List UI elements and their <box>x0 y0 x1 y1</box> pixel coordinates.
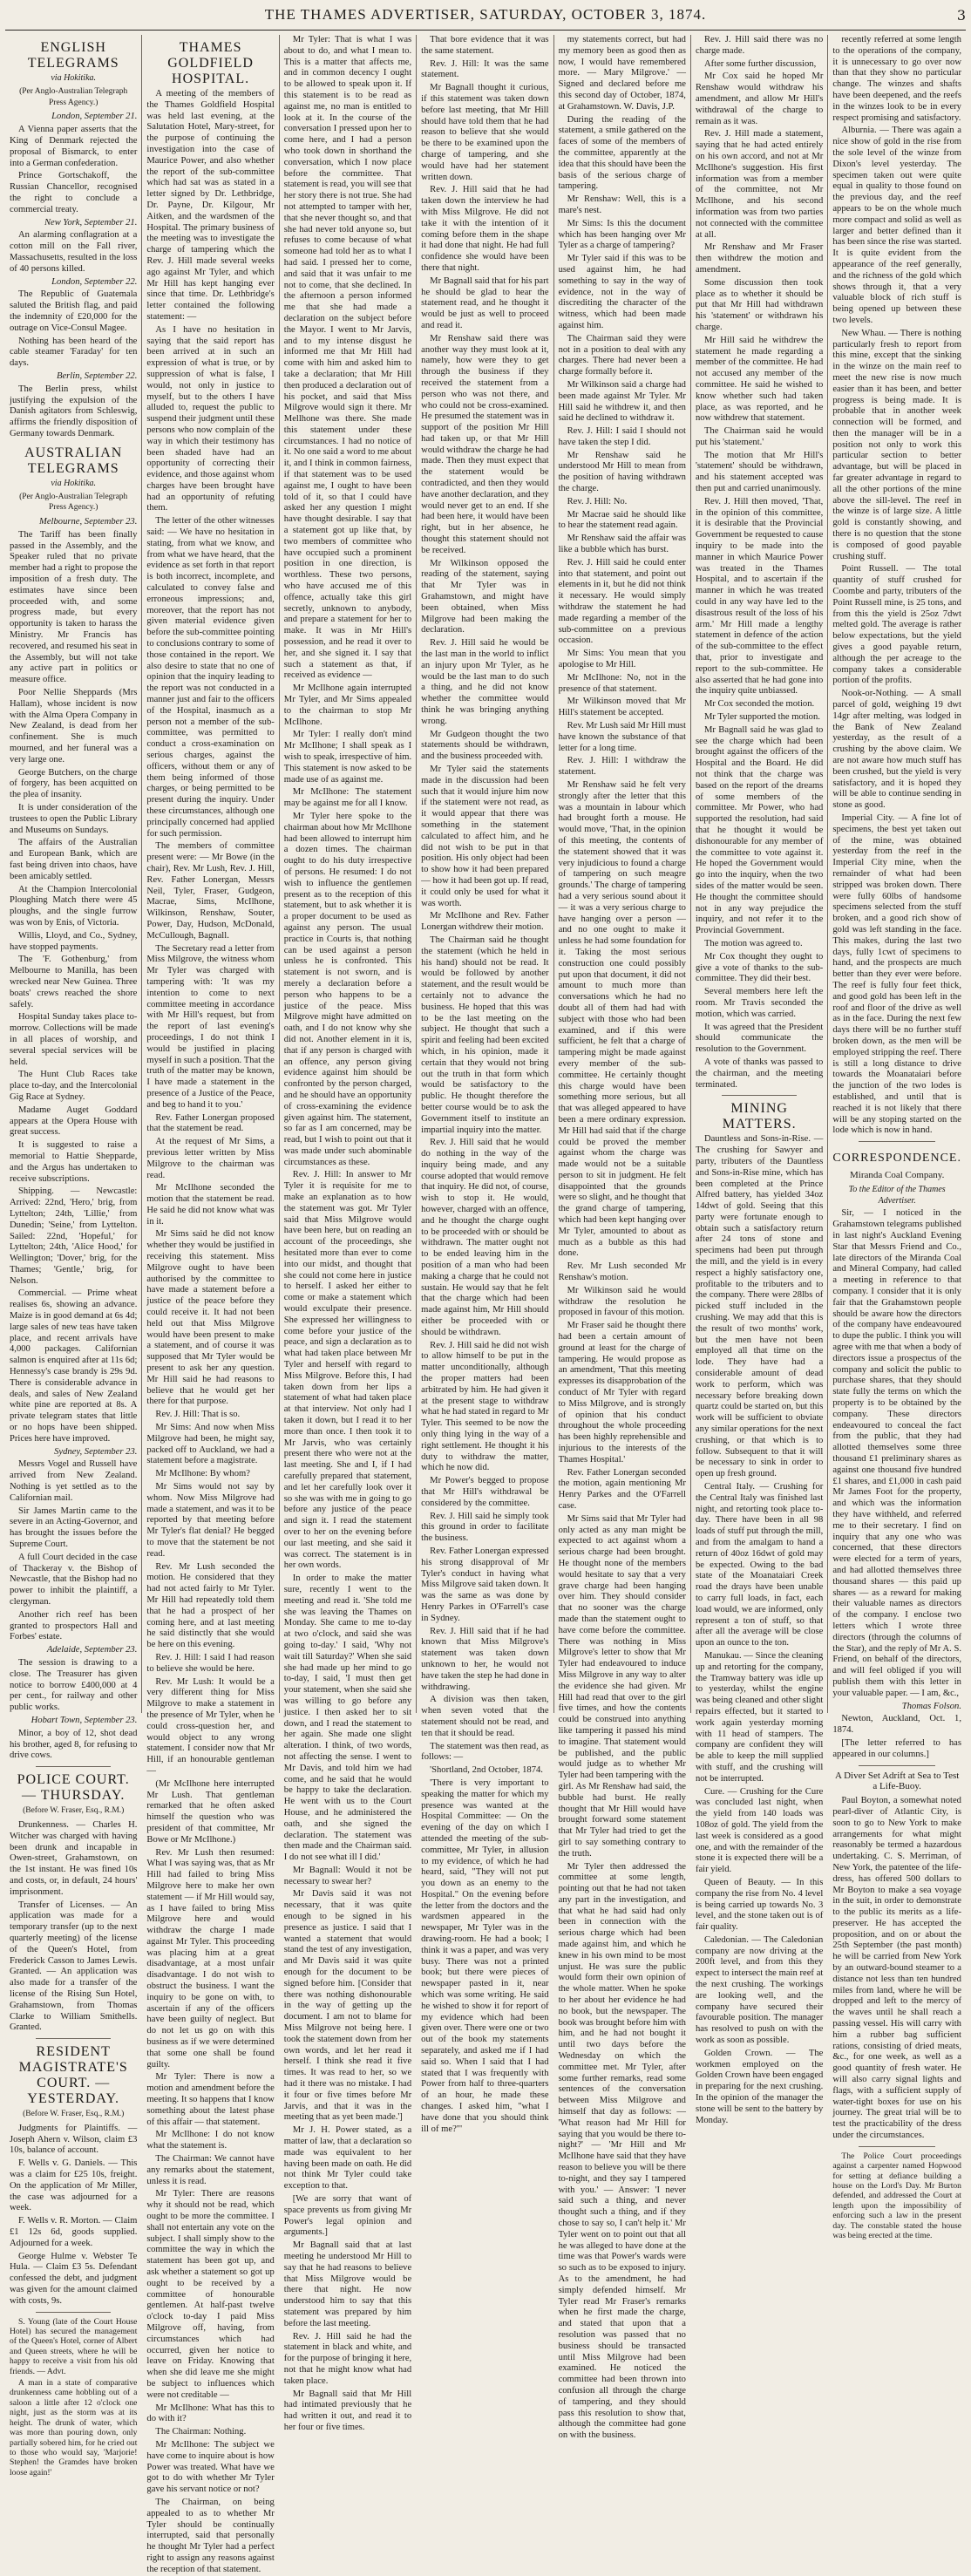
paragraph: Paul Boyton, a somewhat noted pearl-diver of Atlantic City, is soon to go to New York to make arrangements for what might reasonably be termed a hazardous undertaking. C. S. Merriman, of New York, the patentee of the life-dress, has offered 500 dollars to Mr Boyton to make a sea voyage in the suit, in order to demonstrate to the public its merits as a life-preserver. He has accepted the proposition, and on or about the 25th September (the past month) he will be carried from New York by an outward-bound steamer to a distance not less than ten hundred miles from land, where he will be dropped and left to the mercy of the waves until he shall reach a passing vessel. His will carry with him a rubber bag sufficient rations, consisting of dried meats, &c., for one week, as well as a good quantity of fresh water. He will also carry signal lights and flags, with a sufficient supply of water-tight boxes for use on his journey. The great trial will be to test the practicability of the dress under the circumstances. <box>832 1796 961 2141</box>
paragraph: Queen of Beauty. — In this company the rise from No. 4 level is being carried up towards No. 3 level, and the stone taken out is of fair quality. <box>695 1877 824 1933</box>
australian-telegrams-heading: AUSTRALIAN TELEGRAMS <box>24 445 123 476</box>
paragraph: The Chairman: We cannot have any remarks about the statement, unless it is read. <box>146 2154 275 2186</box>
paragraph: It is under consideration of the trustees to open the Public Library and Museums on Sundays. <box>10 803 138 835</box>
paragraph: Shipping. — Newcastle: Arrived: 22nd, 'Hero,' brig, from Lyttelton; 24th, 'Lillie,' from Dunedin; 'Seine,' from Lyttelton. Sailed: 22nd, 'Hopeful,' for Lyttelton; 24th, 'Alice Hood,' for Wellington; 'Dover,' brig, for the Thames; 'Gentle,' brig, for Nelson. <box>10 1186 138 1286</box>
paragraph: The Berlin press, whilst justifying the expulsion of the Danish agitators from Schleswig, affirms the friendly disposition of Germany towards Denmark. <box>10 384 138 438</box>
column-3 <box>280 35 417 2432</box>
paragraph: Dauntless and Sons-in-Rise. — The crushing for Sawyer and party, tributers of the Dauntless and Sons-in-Rise mine, which has been completed at the Prince Alfred battery, has yielded 34oz 14dwt of gold. Seeing that this party were fortunate enough to obtain such a satisfactory return after 24 tons of stone and specimens had been put through the mill, and the yield is in every respect a highly satisfactory one, profitable to the tributers and to the company. There were 28lbs of picked stuff included in the crushing. We may add that this is the result of two months' work, but the men have not been employed all that time on the lode. They have had a considerable amount of dead work to perform, which was necessary before breaking down quartz could be started on, but this work will be sufficient to obviate any similar operations for the next crushing, or that which is to follow. Subsequent to that it will be necessary to sink in order to open up fresh ground. <box>695 1134 824 1479</box>
paragraph: The Chairman said he would put his 'statement.' <box>695 426 824 447</box>
divider <box>722 1095 797 1096</box>
paragraph: Rev. J. Hill: I withdraw the statement. <box>558 756 686 778</box>
columns <box>5 35 966 2574</box>
paragraph: Rev. Mr Lush then resumed: What I was saying was, that as Mr Hill had failed to bring Miss Milgrove here to make her own statement — if Mr Hill would say, as I have failed to bring Miss Milgrove here and would withdraw the charge I made against Mr Tyler. This proceeding was placing him at a great disadvantage, at a most unfair disadvantage. I do not wish to obstruct the business. I want the inquiry to be gone on with, to ascertain if any of the officers have been guilty of neglect. But do not let us go on with this business as if we were determined that some one shall be found guilty. <box>146 1847 275 2070</box>
paragraph: Mr Renshaw said he felt very strongly after the letter that this was a mountain in labour which had brought forth a mouse. He would move, 'That, in the opinion of this meeting, the contents of the statement showed that it was very injudicious to found a charge of tampering on such meagre grounds.' The charge of tampering had a very serious sound about it — it was a very serious charge to have hanging over a person — and no one ought to make it unless he had some foundation for it. Taking the most serious construction one could possibly put upon that document, it did not amount to much more than conversations which he had no doubt all of them had had with subject with those who had been examined, and if this were sufficient, he felt that a charge of tampering might be made against every member of the sub-committee. He certainly thought this charge would have been something more serious, but all that was alleged appeared to have been a mere ordinary expression. Mr Hill had said that if the charge could be proved the member against whom the charge was made would not be a suitable person to sit in judgment. He felt disappointed that the grounds were so slight, and he thought that the grand charge of tampering, which had been kept hanging over Mr Tyler, amounted to about as much as a bubble as this had done. <box>558 780 686 1259</box>
column-5 <box>554 35 691 2441</box>
diver-heading: A Diver Set Adrift at Sea to Test a Life-Buoy. <box>835 1770 960 1792</box>
paragraph: The Secretary read a letter from Miss Milgrove, the witness whom Mr Tyler was charged with tampering with: 'It was my intention to come to next committee meeting in accordance with Mr Hill's request, but from the report of last evening's proceedings, I do not think I would be justified in placing myself in such a position. That the truth of the matter may be known, I have made a statement in the presence of a Justice of the Peace, and beg to hand it to you.' <box>146 943 275 1110</box>
paragraph: Mr Bagnall said that Mr Hill had intimated previously that he had written it out, and read it to her four or five times. <box>283 2389 412 2432</box>
paragraph: The affairs of the Australian and European Bank, which are fast being driven into chaos, have been amicably settled. <box>10 838 138 881</box>
rm-court-heading: RESIDENT MAGISTRATE'S COURT. — YESTERDAY. <box>18 2044 128 2107</box>
paragraph: The Chairman, on being appealed to as to whether Mr Tyler should be continually interrupted, said that personally he thought Mr Tyler had a perfect right to assign any reasons against the reception of that statement. <box>146 2497 275 2574</box>
masthead <box>5 0 966 31</box>
paragraph: That bore evidence that it was the same statement. <box>421 35 549 56</box>
paragraph: Mr Tyler supported the motion. <box>703 712 820 723</box>
column-2 <box>142 35 279 2574</box>
paragraph: Rev. J. Hill: In answer to Mr Tyler it is requisite for me to make an explanation as to how the statement was got. Mr Tyler said that Miss Milgrove would have been here, but on reading an account of the proceedings, she hesitated more than ever to come into our midst, and thought that she could not come here in justice to herself. I asked her either to come or make a statement which would exculpate their presence. She expressed her willingness to come before your justice of the peace, and sign a declaration as to what had taken place between Mr Tyler and herself with regard to Miss Milgrove. Before this, I had taken down from her lips a statement of what had taken place at that interview. Not only had I taken it down, but I read it to her more than once. I then took it to Mr Jarvis, who was certainly present there who were not at the last meeting. She and I, if I had carefully prepared that statement, and let her carefully look over it so she was with me in going to go before any justice of the peace and sign it. I read the statement over to her on the evening before our last meeting, and she said it was correct. The statement is in her own words. <box>283 1170 412 1571</box>
dateline: London, September 22. <box>51 276 138 287</box>
paragraph: Madame Auget Goddard appears at the Opera House with great success. <box>10 1104 138 1138</box>
paragraph: Mr Sims: Is this the document which has been hanging over Mr Tyler as a charge of tampering? <box>558 218 686 251</box>
paragraph: Poor Nellie Sheppards (Mrs Hallam), whose incident is now with the Alma Opera Company in New Zealand, is dead from her confinement. She is much mourned, and her funeral was a very large one. <box>10 688 138 765</box>
paragraph: Rev. J. Hill: No. <box>567 496 628 506</box>
dateline: Melbourne, September 23. <box>39 517 138 527</box>
paragraph: Mr J. H. Power stated, as a matter of law, that a declaration so made was equivalent to her having been made on oath. He did not think Mr Tyler could take exception to that. <box>283 2125 412 2192</box>
paragraph: Mr Tyler: There is now a motion and amendment before the meeting. It so happens that I know something about the latest phase of this affair — that statement. <box>146 2072 275 2127</box>
paragraph: Transfer of Licenses. — An application was made for a temporary transfer (up to the next quarterly meeting) of the license of the Queen's Hotel, from Frederick Casson to James Lewis. Granted. — An application was also made for a transfer of the license of the Rising Sun Hotel, Grahamstown, from Thomas Clarke to William Smithells. Granted. <box>10 1900 138 2033</box>
paragraph: George Hulme v. Webster Te Hula. — Claim £3 5s. Defendant confessed the debt, and judgment was given for the amount claimed with costs, 9s. <box>10 2251 138 2306</box>
paragraph: Mr Wilkinson opposed the reading of the statement, saying that Mr Tyler was in Grahamstown, and might have been obtained, when Miss Milgrove had been making the declaration. <box>421 558 549 636</box>
paragraph: A meeting of the members of the Thames Goldfield Hospital was held last evening, at the Salutation Hotel, Mary-street, for the purpose of continuing the investigation into the case of Maurice Power, and also whether the report of the sub-committee which had sat was as stated in a letter signed by Dr. Lethbridge, Dr. Payne, Dr. Kilgour, Mr Aitken, and the wardsmen of the Hospital. The primary business of the meeting was to investigate the charge of tampering which the Rev. J. Hill made several weeks ago against Mr Tyler, and which Mr Hill has kept hanging ever since that time. Dr. Lethbridge's letter contained the following statement: — <box>146 89 275 322</box>
paragraph: Another rich reef has been granted to prospectors Hall and Forbes' estate. <box>10 1609 138 1642</box>
paragraph: An alarming conflagration at a cotton mill on the Fall river, Massachusetts, resulted in the loss of 40 persons killed. <box>10 230 138 274</box>
paragraph: Mr Renshaw said the affair was like a bubble which has burst. <box>558 534 686 555</box>
paragraph: Mr Davis said it was not necessary, that it was quite enough to be signed in his presence as justice. I said that I wanted a statement that would stand the test of any investigation, and Mr Davis said it was quite enough for the document to be signed before him. [Consider that there was nothing dishonourable in the way of getting up the document. I am not to blame for Miss Milgrove not being here. I took the statement down from her own words, and let her read it herself. I think she read it five times. It was read to her, so we had it there was no mistake. I had it four or five times before Mr Jarvis, and that it was in the meeting that as yet been made.'] <box>283 1889 412 2123</box>
paragraph: Mr McIlhone: The statement may be against me for all I know. <box>283 787 412 809</box>
english-telegrams-heading: ENGLISH TELEGRAMS <box>27 40 119 71</box>
paragraph: A vote of thanks was passed to the chairman, and the meeting terminated. <box>695 1057 824 1090</box>
paragraph: The Tariff has been finally passed in the Assembly, and the Speaker ruled that no private member had a right to propose the imposition of a fresh duty. The estimates have since been proceeded with, and some progress made, but every opportunity is taken to harass the Ministry. Mr Francis has recovered, and resumed his seat in the Assembly, but will not take any active part in politics or measure office. <box>10 529 138 685</box>
paragraph: In order to make the matter sure, recently I went to the meeting and read it. 'She told me she was leaving the Thames on Monday. She came to me to-day at two o'clock, and said she was going to-day.' I said, 'Why not wait till Saturday?' When she said she had made up her mind to go to-day, I said, 'I must then get your statement, when she said she was willing to go before any justice. I then asked her to sit down, and I read the statement to her again. She made one slight alteration. I think, of two words, not affecting the sense. I went to Mr Davis, and told him we had come, and he said that he would be happy to take the declaration. He went with us to the Court House, and he administered the oath, and she signed the declaration. The statement was then made and the Chairman said. I do not see what ill I did.' <box>283 1573 412 1863</box>
paragraph: Cure. — Crushing for the Cure was concluded last night, when the yield from 140 loads was 108oz of gold. The yield from the last week is considered as a good one, and with the remainder of the stone it is expected there will be a fair yield. <box>695 1786 824 1875</box>
paragraph: Rev. J. Hill said he simply took this ground in order to facilitate the business. <box>421 1511 549 1544</box>
paragraph: Rev. J. Hill said he could enter into that statement, and point out elements in it, but he did not think it necessary. He would simply withdraw the statement he had made regarding a member of the sub-committee on a previous occasion. <box>558 557 686 646</box>
mining-matters-heading: MINING MATTERS. <box>722 1101 797 1132</box>
notice: A man in a state of comparative drunkenness came hobbling out of a saloon a little after 12 o'clock one night, just as the storm was at its height. The drunk of water, which was more than pouring down, only partially sobered him, for he cried out to those who would say, 'Marjorie! Stephen! the Gramdes have broken loose again!' <box>10 2378 138 2477</box>
paragraph: Mr Macrae said he should like to hear the statement read again. <box>558 509 686 531</box>
paragraph: Mr Sims said that Mr Tyler had only acted as any man might be expected to act against whom a serious charge had been brought. He thought none of the members would hesitate to say that a very grave charge had been hanging over him. They should consider that no sooner was the charge made than the statement ought to have come before the committee. There was nothing in Miss Milgrove's letter to show that Mr Tyler had endeavoured to induce Miss Milgrove in any way to alter the evidence she had given. Mr Hill had read that over to the girl five times, and how the contents could be construed into anything like tampering it passed his mind to imagine. That statement would be published, and the public would judge as to whether Mr Tyler had been tampering with the girl. As Mr Renshaw had said, the bubble had burst. He really thought that Mr Hill would have brought forward some statement that Mr Tyler had tried to get the girl to say something contrary to the truth. <box>558 1513 686 1859</box>
paragraph: Mr McIlhone and Rev. Father Lonergan withdrew their motion. <box>421 911 549 933</box>
paragraph: Minor, a boy of 12, shot dead his brother, aged 8, for refusing to drive cows. <box>10 1728 138 1761</box>
hospital-heading: THAMES GOLDFIELD HOSPITAL. <box>167 40 254 86</box>
paragraph: Alburnia. — There was again a nice show of gold in the rise from the sole level of the winze from Dixon's level yesterday. The specimen taken out were quite equal in quality to those found on the previous day, and the reef appears to be on the whole much more compact and solid as well as larger and better defined than it has been since the rise was started. It is quite evident from the appearance of the reef generally, and the richness of the gold which shows through it, that a very valuable block of rich stuff is being opened up between these two levels. <box>832 126 961 325</box>
divider <box>36 2038 111 2039</box>
newspaper-title: THE THAMES ADVERTISER, SATURDAY, OCTOBER 3, 1874. <box>264 6 707 23</box>
paragraph: During the reading of the statement, a smile gathered on the faces of some of the members of the committee, apparently at the idea that this should have been the basis of the serious charge of tampering. <box>558 114 686 192</box>
paragraph: Mr Tyler then addressed the committee at some length, pointing out that he had not taken any part in the investigation, and that what he had said had only been in connection with the serious charge which had been made against him, and which he knew in his own mind to be most unjust. He was sure the public would form their own opinion of the whole matter. When he spoke to her about her evidence he had no book, but the newspaper. The book was brought before him with him, and he had not bought it until two days before the Wednesday on which the committee met. Mr Tyler, after some further remarks, read some sentences of the conversation between Miss Milgrove and himself that day as follows: — 'What reason had Mr Hill for saying that you would be there to-night?' — 'Mr Hill and Mr McIlhone have said that they have reason to believe you will be there to-night, and they say I tampered with you.' — Answer: 'I never said such a thing, and never thought such a thing, and if they chose to say so, I can't help it.' Mr Tyler went on to point out that all he was alleged to have done at the time was that Power's wards were so such as to be exposed to injury. As to the amendment, he had simply defended himself. Mr Tyler read Mr Fraser's remarks when he first made the charge, and stated that upon that a resolution was passed that no business should be transacted until Miss Milgrove had been examined. He noticed the committee had been thrown into confusion all through the charge of tampering, and they should pass this resolution to show that, although the committee had gone on with the business. <box>558 1861 686 2441</box>
paragraph: Rev. J. Hill: It was the same statement. <box>421 58 549 80</box>
paragraph: Rev. Father Lonergan seconded the motion, again mentioning Mr Henry Parkes and the O'Farrell case. <box>558 1467 686 1511</box>
paragraph: Mr Power's begged to propose that Mr Hill's withdrawal be considered by the committee. <box>421 1476 549 1508</box>
paragraph: Mr Wilkinson said he would withdraw the resolution he proposed in favour of this motion. <box>558 1285 686 1318</box>
paragraph: Rev. Father Lonergan expressed his strong disapproval of Mr Tyler's conduct in having what Miss Milgrove said taken down. It was the same as was done by Henry Parkes in O'Farrell's case in Sydney. <box>421 1546 549 1623</box>
column-6 <box>691 35 828 2125</box>
dateline: Hobart Town, September 23. <box>31 1715 138 1725</box>
paragraph: Rev. J. Hill said that he had taken down the interview he had with Miss Milgrove. He did not take it with the intention of it coming before them in the shape it had done that night. He had full confidence she would have been there that night. <box>421 185 549 273</box>
paragraph: At the request of Mr Sims, a previous letter written by Miss Milgrove to the chairman was read. <box>146 1137 275 1180</box>
paragraph: Mr Bagnall thought it curious, if this statement was taken down before last meeting, that Mr Hill should have told them that he had reason to believe that she would be there to be examined upon the charge of tampering, and she would have had her statement written down. <box>421 83 549 182</box>
paragraph: Caledonian. — The Caledonian company are now driving at the 200ft level, and from this they expect to intersect the main reef at the next crushing. The workings are looking well, and the company have secured their favourable position. The manager has resolved to push on with the work as soon as possible. <box>695 1934 824 2046</box>
paragraph: Mr Renshaw: Well, this is a mare's nest. <box>558 194 686 215</box>
police-court-before: (Before W. Fraser, Esq., R.M.) <box>23 1806 125 1816</box>
paragraph: Mr Renshaw said he understood Mr Hill to mean from the position of having withdrawn the charge. <box>558 450 686 494</box>
divider <box>859 1765 935 1766</box>
paragraph: The 'F. Gothenburg,' from Melbourne to Manilla, has been wrecked near New Guinea. Three boats' crews reached the shore safely. <box>10 955 138 1009</box>
paragraph: Mr Renshaw and Mr Fraser then withdrew the motion and amendment. <box>695 242 824 275</box>
paragraph: Mr McIlhone: The subject we have come to inquire about is how Power was treated. What have we got to do with whether Mr Tyler gave his servant notice or not? <box>146 2439 275 2495</box>
paragraph: The session is drawing to a close. The Treasurer has given notice to borrow £400,000 at 4 per cent., for railway and other public works. <box>10 1657 138 1713</box>
paragraph: A full Court decided in the case of Thackeray v. the Bishop of Newcastle, that the Bishop had no power to inhibit the plaintiff, a clergyman. <box>10 1552 138 1607</box>
paragraph: Mr Cox thought they ought to give a vote of thanks to the sub-committee. They did their best. <box>695 951 824 984</box>
paragraph: Sir, — I noticed in the Grahamstown telegrams published in last night's Auckland Evening Star that Messrs Friend and Co., late directors of the Miranda Coal and Mineral Company, had called a meeting in reference to that company. I consider that it is only fair that the Grahamstown people should be aware how the directors of the company have endeavoured to dupe the public. I think you will agree with me that when a body of directors issue a prospectus of the company and solicit the public to purchase shares, that they should state fully the terms on which the property is to be obtained by the company. These directors endeavoured to conceal the fact from the public, that they had allotted themselves some three thousand £1 preliminary shares as against one thousand five hundred £1 shares, and £1,000 in cash paid Mr James Foot for the property, and which was the information they have withheld, and referred me to their secretary. I find on inquiry that any one who was concerned, that these directors were elected for a term of years, and had allotted themselves three thousand shares — this paid up shares — as a reward for making their valuable names as directors of the company. I enclose two letters which I wrote three directors (through the columns of the Star), and the reply of Mr A. S. Friend, on behalf of the directors, and will feel obliged if you will publish them with this letter in your valuable paper. — I am, &c., <box>832 1208 961 1698</box>
paragraph: Point Russell. — The total quantity of stuff crushed for Coombe and party, tributers of the Point Russell mine, is 25 tons, and from this the yield is 25oz 7dwt melted gold. The average is rather below expectations, but the yield gives a good payable return, although the per acreage to the company takes a considerable portion of the profits. <box>832 564 961 686</box>
paragraph: Mr Sims would not say by whom. Now Miss Milgrove had made a statement, and was it to be reported by that meeting before Mr Tyler's flat denial? He begged to move that the statement be not read. <box>146 1482 275 1559</box>
paragraph: A division was then taken, when seven voted that the statement should not be read, and ten that it should be read. <box>421 1695 549 1738</box>
paragraph: The Chairman: Nothing. <box>155 2427 247 2437</box>
paragraph: [The letter referred to has appeared in our columns.] <box>832 1737 961 1759</box>
rm-court-before: (Before W. Fraser, Esq., R.M.) <box>23 2110 125 2119</box>
paragraph: Mr Fraser said he thought there had been a certain amount of ground at least for the charge of tampering. He would propose as an amendment, 'That this meeting expresses its disapprobation of the conduct of Mr Tyler with regard to Miss Milgrove, and is strongly of opinion that his conduct throughout the whole proceeding has been highly reprehensible and injurious to the interests of the Thames Hospital.' <box>558 1321 686 1465</box>
paragraph: Willis, Lloyd, and Co., Sydney, have stopped payments. <box>10 930 138 952</box>
paragraph: The motion that Mr Hill's 'statement' should be withdrawn, and his statement accepted was then put and carried unanimously. <box>695 450 824 494</box>
paragraph: Mr McIlhone again interrupted Mr Tyler, and Mr Sims appealed to the chairman to stop Mr McIlhone. <box>283 683 412 727</box>
paragraph: Rev. J. Hill: I said I should not have taken the step I did. <box>558 426 686 447</box>
paragraph: The Hunt Club Races take place to-day, and the Intercolonial Gig Race at Sydney. <box>10 1070 138 1102</box>
paragraph: Mr Tyler: There are reasons why it should not be read, which ought to be more the committee. I shall not entertain any vote on the subject. I shall simply show to the committee the way in which the statement has been got up, and ask whether a statement so got up ought to be received by a committee of honourable gentlemen. At half-past twelve o'clock to-day I paid Miss Milgrove off, having, from circumstances which had occurred, given her notice to leave on Friday. Knowing that when she did leave me she might be subject to influences which were not creditable — <box>146 2189 275 2400</box>
paragraph: Mr Wilkinson said a charge had been made against Mr Tyler. Mr Hill said he withdrew it, and then said he declined to withdraw it. <box>558 379 686 424</box>
paragraph: Rev. Mr Lush said Mr Hill must have known the substance of that letter for a long time. <box>558 721 686 753</box>
paragraph: The Chairman said they were not in a position to deal with any charges. There had never been a charge formally before it. <box>558 333 686 377</box>
paragraph: 'There is very important to speaking the matter for which my presence was wanted at the Hospital Committee: — On the evening of the day on which I attended the meeting of the sub-committee, Mr Tyler, in allusion to my evidence, of which he had heard, said, "They will not put you down as an enemy to the Hospital." On the evening before the letter from the doctors and the wardsmen appeared in the newspaper, Mr Tyler was in the drawing-room. He had a book; I think it was a paper, and was very busy. There was not a printed book; but there were pieces of newspaper pasted in it, near which was some writing. He said he wished to show it for report of my evidence which had been given over. There were one or two out of the book my statements separately, and asked me if I had said so. When I said that I had stated that I was frequently with Power from half to three-quarters of an hour, he made these changes. I asked him, "what I have done that you should think ill of me?"' <box>421 1777 549 2134</box>
divider <box>859 1141 935 1142</box>
paragraph: (Mr McIlhone here interrupted Mr Lush. That gentleman remarked that he often asked himself the question who was president of that committee, Mr Bowe or Mr McIlhone.) <box>146 1778 275 1845</box>
paragraph: Sir James Martin came to the severe in an Acting-Governor, and has brought the issues before the Supreme Court. <box>10 1505 138 1550</box>
dateline: Adelaide, September 23. <box>46 1645 138 1655</box>
english-telegrams-source: (Per Anglo-Australian Telegraph Press Agency.) <box>19 86 128 107</box>
paragraph: Rev. Mr Lush: It would be a very different thing for Miss Milgrove to make a statement in the presence of Mr Tyler, when he could cross-question her, and would object to any wrong statement. I consider now that Mr Hill, if an honourable gentleman — <box>146 1676 275 1776</box>
letter-salutation: To the Editor of the Thames Advertiser. <box>848 1184 946 1206</box>
paragraph: Central Italy. — Crushing for the Central Italy was finished last night, and retorting took place to-day. There have been in all 98 loads of stuff put through the mill, and from the amalgam to hand a return of 40oz 16dwt of gold may be expected. Owing to the bad state of the Moanataiari Creek road the drays have been unable to carry full loads, in fact, each load would, we are informed, only represent a ton of stuff, so that after all the average will be close upon an ounce to the ton. <box>695 1482 824 1648</box>
paragraph: Mr Tyler: I really don't mind Mr McIlhone; I shall speak as I wish to speak, irrespective of him. This statement is now asked to be made use of as against me. <box>283 730 412 785</box>
paragraph: Mr McIlhone seconded the motion that the statement be read. He said he did not know what was in it. <box>146 1183 275 1227</box>
dateline: London, September 21. <box>51 112 138 122</box>
paragraph: Mr Tyler: That is what I was about to do, and what I mean to. This is a matter that affects me, and in common decency I ought to be allowed to speak upon it. If this statement is to be read as against me, no man is entitled to look at it. In the course of the conversation I pressed upon her to come here, and I had a person who took down in shorthand the conversation, which I now place before the committee. That statement is read, you will see that her story there is not true. She had not attempted to tamper with her, that she never thought so, and that she had never told anyone so, but refuses to come because of what someone had told her as to what I had said. I pressed her to come, and said that it was unfair to me not to come, that she declined. In the afternoon a person informed me that she had made a declaration on the subject before the Mayor. I went to Mr Jarvis, and to my intense disgust he informed me that Mr Hill had come with him and asked him to take a declaration; that Mr Hill then produced a declaration out of his pocket, and said that Miss Milgrove would sign it there. Mr Mellhone was there. She made this statement under these circumstances. I had no notice of it. No one said a word to me about it, and I think in common fairness, if that statement was to be used against me, I ought to have been told of it, so that I could have asked her any question I might have thought desirable. I say that a statement got up like that, by two members of committee who have occupied such a prominent position in one direction, is worthless. These two persons, who have accused me of this offence, actually take this girl secretly, unknown to anybody, and prepare a statement for her to make. It was in Mr Hill's possession, and he read it over to her, and she signed it. I say that such a statement as that, if received as evidence — <box>283 35 412 681</box>
paragraph: Judgments for Plaintiffs. — Joseph Ahern v. Wilson, claim £3 10s, balance of account. <box>10 2123 138 2156</box>
paragraph: Mr Bagnall said that for his part he should be glad to hear the statement read, and he thought it would be just as well to proceed and read it. <box>421 275 549 330</box>
paragraph: Rev. J. Hill said he had the statement in black and white, and for the purpose of bringing it here, not that he might know what had taken place. <box>283 2331 412 2386</box>
paragraph: New Whau. — There is nothing particularly fresh to report from this mine, except that the sinking in the winze on the main reef to meet the new rise is now much easier than it has been, and better progress is being made. It is probable that in another week connection will be formed, and then the manager will be in a position not only to work this particular section to better advantage, but will be placed in far greater advantage in regard to all the other portions of the mine above the sill-level. The reef in the winze is of large size. A little gold is constantly showing, and there is no question that the stone is composed of good payable crushing stuff. <box>832 328 961 561</box>
paragraph: Imperial City. — A fine lot of specimens, the best yet taken out of the mine, was obtained yesterday from the reef in the Imperial City mine, when the remainder of what had been stripped was broken down. There were fully 60lbs of handsome specimens selected from the stuff broken, and a good rich show of gold was left standing in the face. This makes, during the last two days, fully 1cwt of specimens to hand, and the prospects are much better than they ever were before. The reef is fully four feet thick, and good gold has been left in the roof and floor of the drive as well as in the face. During the next few days there will be no further stuff broken down, as the men will be employed stripping the reef. There is still a long distance to drive towards the Moanataiari before the junction of the two lodes is established, and until that is reached it is not likely that there will be any stoping started on the lode which is now in hand. <box>832 812 961 1136</box>
paragraph: Mr McIlhone: No, not in the presence of that statement. <box>558 672 686 694</box>
paragraph: Rev. J. Hill made a statement, saying that he had acted entirely on his own accord, and not at Mr McIlhone's suggestion. His first information was from a member of the committee, not Mr McIlhone, and his second information was from two parties not connected with the committee at all. <box>695 129 824 240</box>
english-telegrams-via: via Hokitika. <box>51 73 97 83</box>
page-number: 3 <box>956 6 966 24</box>
paragraph: Mr Bagnall: Would it not be necessary to swear her? <box>283 1865 412 1886</box>
paragraph: Mr McIlhone: By whom? <box>155 1469 250 1479</box>
paragraph: Rev. J. Hill then moved, 'That, in the opinion of this committee, it is desirable that the Provincial Government be requested to cause inquiry to be made into the manner in which Maurice Power was treated in the Thames Hospital, and to ascertain if the manner in which he was treated could in any way have led to the disastrous result of the loss of his arm.' Mr Hill made a lengthy statement in defence of the action of the sub-committee to the effect that, prior to investigate and report to the sub-committee. He also asserted that he had gone into the inquiry quite unbiassed. <box>695 496 824 697</box>
paragraph: Mr McIlhone: What has this to do with it? <box>146 2403 275 2424</box>
paragraph: Mr Sims: You mean that you apologise to Mr Hill. <box>558 649 686 670</box>
paragraph: The statement was then read, as follows: — <box>421 1741 549 1763</box>
paragraph: A Vienna paper asserts that the King of Denmark rejected the proposal of Bismarck, to enter into a German confederation. <box>10 125 138 168</box>
paragraph: Prince Gortschakoff, the Russian Chancellor, recognised the right to conclude a commercial treaty. <box>10 171 138 214</box>
dateline: Berlin, September 22. <box>57 370 138 381</box>
paragraph: Mr Wilkinson moved that Mr Hill's statement be accepted. <box>558 697 686 718</box>
paragraph: The motion was agreed to. <box>703 938 803 948</box>
column-7 <box>828 35 966 2241</box>
notice: The Police Court proceedings against a carpenter named Hopwood for setting at defiance building a house on the Lord's Day. Mr Burton defended, and addressed the Court at length upon the impossibility of enforcing such a law in the present day. The constable stated the house was being erected at the time. <box>832 2151 961 2241</box>
paragraph: The members of committee present were: — Mr Bowe (in the chair), Rev. Mr Lush, Rev. J. Hill, Rev. Father Lonergan, Messrs Neil, Tyler, Fraser, Gudgeon, Macrae, Sims, McIlhone, Wilkinson, Renshaw, Souter, Power, Day, Hudson, McDonald, McCullough, Bagnall. <box>146 841 275 941</box>
paragraph: F. Wells v. R. Morton. — Claim £1 12s 6d, goods supplied. Adjourned for a week. <box>10 2216 138 2248</box>
paragraph: Mr Bagnall said he was glad to see the charge which had been brought against the officers of the Hospital and the Board. He did not think that the charge was based on the report of the dreams of some members of the committee. Mr Power, who had supported the resolution, had said that he thought it would be dishonourable for any member of the committee to vote against it. He hoped the Government would go into the inquiry, when the two sides of the matter would be seen. He thought the committee should not in any way prejudice the inquiry, and not refer it to the Provincial Government. <box>695 724 824 936</box>
column-4 <box>417 35 553 2134</box>
letter-heading: Miranda Coal Company. <box>849 1170 945 1181</box>
paragraph: Rev. J. Hill: That is so. <box>155 1410 241 1420</box>
paragraph: Rev. Mr Lush seconded the motion. He considered that they had not acted fairly to Mr Tyler. Mr Hill had repeatedly told them that he had a prospect of her coming here, and at last meeting he said distinctly that she would be here on this evening. <box>146 1561 275 1650</box>
paragraph: [We are sorry that want of space prevents us from giving Mr Power's legal opinion and arguments.] <box>283 2194 412 2238</box>
paragraph: Drunkenness. — Charles H. Witcher was charged with having been drunk and incapable in Owen-street, Grahamstown, on the 1st instant. He was fined 10s and costs, or, in default, 24 hours' imprisonment. <box>10 1819 138 1897</box>
paragraph: Rev. J. Hill: I said I had reason to believe she would be here. <box>146 1652 275 1674</box>
paragraph: It is suggested to raise a memorial to Hattie Shepparde, and the Argus has undertaken to receive subscriptions. <box>10 1140 138 1184</box>
paragraph: Mr Cox seconded the motion. <box>703 699 815 710</box>
dateline: New York, September 21. <box>44 217 138 228</box>
paragraph: Mr Cox said he hoped Mr Renshaw would withdraw his amendment, and allow Mr Hill's withdrawal of the charge to remain as it was. <box>695 71 824 126</box>
paragraph: Mr Renshaw said there was another way they must look at it, namely, how were they to get through the business if they received the statement from a person who was not there, and who could not be cross-examined. He presumed the statement was in support of the position Mr Hill had taken up, or that Mr Hill would withdraw the charge he had made. Then they must expect that the statement would be contradicted, and then they would have another declaration, and they would never get to an end. If she had been here, it would have been right, but in her absence, he thought this statement should not be received. <box>421 333 549 555</box>
paragraph: Commercial. — Prime wheat realises 6s, showing an advance. Maize is in good demand at 6s 4d; large sales of new teas have taken place, and recent arrivals have 4,000 packages. Californian salmon is enquired after at 11s 6d; Hennessy's case brandy is 29s 9d. There is considerable advance in deals, and sales of New Zealand white pine are reported at 8s. A private telegram states that little or no hops have been shipped. Prices here have improved. <box>10 1288 138 1444</box>
paragraph: Mr Hill said he withdrew the statement he made regarding a member of the committee. He had not accused any member of the committee. He said he wished to know whether such had taken place, as was reported, and he now withdrew that statement. <box>695 335 824 424</box>
paragraph: Mr Gudgeon thought the two statements should be withdrawn, and the business proceeded with. <box>421 729 549 762</box>
divider <box>859 2146 935 2147</box>
police-court-heading: POLICE COURT. — THURSDAY. <box>17 1772 130 1804</box>
paragraph: Manukau. — Since the cleaning up and retorting for the company, the Tramway battery was idle up to yesterday, whilst the engine was being cleaned and other slight repairs effected, but it started to work again yesterday morning with 11 head of stampers. The company are confident they will be able to keep the mill supplied with stuff, and the crushing will not be interrupted. <box>695 1650 824 1784</box>
australian-telegrams-via: via Hokitika. <box>51 478 97 488</box>
paragraph: Hospital Sunday takes place to-morrow. Collections will be made in all places of worship, and several special services will be held. <box>10 1012 138 1067</box>
notice: S. Young (late of the Court House Hotel) has secured the management of the Queen's Hotel, corner of Albert and Queen streets, where he will be happy to receive a visit from his old friends. — Advt. <box>10 2316 138 2376</box>
paragraph: Rev. J. Hill said he did not wish to allow himself to be put in the matter unconditionally, although the proper matters had been arbitrated by him. He had given it at the present stage to withdraw what he had stated in regard to Mr Tyler. This seemed to be now the only thing lying in the way of a right settlement. He thought it his duty to withdraw the matter, which he now did. <box>421 1340 549 1473</box>
paragraph: Mr Tyler said if this was to be used against him, he had something to say in the way of evidence, not in the way of discrediting the character of the witness, which had been made against him. <box>558 254 686 330</box>
paragraph: Several members here left the room. Mr Travis seconded the motion, which was carried. <box>695 987 824 1019</box>
dateline: Sydney, September 23. <box>54 1446 138 1457</box>
paragraph: Mr Tyler here spoke to the chairman about how Mr McIlhone had been allowed to interrupt him a dozen times. The chairman ought to do his duty irrespective of persons. He resumed: I do not wish to influence the gentlemen present as to the reception of this statement, but to ask whether it is a proper document to be used as against any person. The usual practice in Courts is, that nothing can be used against a person unless he is confronted. This statement is not sworn, and is merely a declaration before a person who happens to be a justice of the peace. Miss Milgrove might have admitted on oath, and I do not know why she did not. Another element in it is, that if any person is charged with an offence, any person giving evidence against him should be confronted by the person charged, and he should have an opportunity of cross-examining the evidence given against him. The statement, so far as I am concerned, may be read, but I wish to point out that it was made under such abominable circumstances as these. <box>283 811 412 1167</box>
paragraph: Mr Bagnall said that at last meeting he understood Mr Hill to say that he had reasons to believe that Miss Milgrove would be there that night. He now understood him to say that this statement was prepared by him before the last meeting. <box>283 2240 412 2328</box>
paragraph: my statements correct, but had my memory been as good then as now, I would have remembered more. — Mary Milgrove.' — Signed and declared before me this second day of October, 1874, at Grahamstown. W. Davis, J.P. <box>558 35 686 112</box>
paragraph: After some further discussion, <box>703 58 817 69</box>
paragraph: Rev. Mr Lush seconded Mr Renshaw's motion. <box>558 1261 686 1283</box>
divider <box>36 1766 111 1767</box>
paragraph: It was agreed that the President should communicate the resolution to the Government. <box>695 1022 824 1055</box>
column-1 <box>5 35 142 2477</box>
paragraph: George Butchers, on the charge of forgery, has been acquitted on the plea of insanity. <box>10 767 138 800</box>
paragraph: Rev. J. Hill said that if he had known that Miss Milgrove's statement was taken down unknown to her, he would not have taken the step he had done in withdrawing. <box>421 1626 549 1692</box>
paragraph: Mr Sims: And now when Miss Milgrove had been, he might say, packed off to Auckland, we had a statement before a magistrate. <box>146 1423 275 1466</box>
paragraph: F. Wells v. G. Daniels. — This was a claim for £25 10s, freight. On the application of Mr Miller, the case was adjourned for a week. <box>10 2158 138 2213</box>
paragraph: Messrs Vogel and Russell have arrived from New Zealand. Nothing is yet settled as to the Californian mail. <box>10 1459 138 1503</box>
paragraph: Rev. J. Hill said that he would do nothing in the way of the inquiry being made, and any course adopted that would remove that inquiry. He did not, of course, wish to stop it. He would, however, charged with an offence, and he thought the charge ought to be proceeded with or should be withdrawn. The matter ought not to be ended leaving him in the position of a man who had been making a charge that he could not sustain. He would say that he felt that the charge which had been made against him, Mr Hill should either be proceeded with or should be withdrawn. <box>421 1138 549 1337</box>
paragraph: Mr McIlhone: I do not know what the statement is. <box>146 2130 275 2151</box>
paragraph: 'Shortland, 2nd October, 1874. <box>430 1765 543 1776</box>
paragraph: The letter of the other witnesses said: — We have no hesitation in stating, from what we know, and from what we have heard, that the evidence as set forth in that report is both incorrect, incomplete, and calculated to convey false and erroneous impressions; and, moreover, that the report has not given material evidence given before the sub-committee pointing to conclusions contrary to some of those contained in the report. We also desire to state that no one of opinion that the inquiry leading to the report was not conducted in a manner just and fair to the officers of the Hospital, inasmuch as a person not a member of the sub-committee, was permitted to conduct a cross-examination on serious charges, against the officers, without them or any of them being informed of those charges, or being permitted to be present during the inquiry. Under these circumstances, although one principally concerned had applied for such permission. <box>146 516 275 839</box>
letter-signature: Thomas Folson. <box>901 1701 961 1711</box>
paragraph: Nothing has been heard of the cable steamer 'Faraday' for ten days. <box>10 336 138 369</box>
paragraph: Rev. Father Lonergan proposed that the statement be read. <box>146 1112 275 1134</box>
paragraph: Rev. J. Hill said he would be the last man in the world to inflict an injury upon Mr Tyler, as he would be the last man to do such a thing, and he did not know whether the committee would think he was bringing anything wrong. <box>421 638 549 726</box>
paragraph: recently referred at some length to the operations of the company, it is unnecessary to go over now than that they show no particular change. The winzes and shafts have been deepened, and the reefs in the winzes look to be in every respect promising and satisfactory. <box>832 35 961 123</box>
paragraph: Newton, Auckland, Oct. 1, 1874. <box>832 1714 961 1736</box>
paragraph: Golden Crown. — The workmen employed on the Golden Crown have been engaged in preparing for the next crushing. In the opinion of the manager the stone will be sent to the battery by Monday. <box>695 2048 824 2125</box>
paragraph: As I have no hesitation in saying that the said report has been arrived at in such an expression of what is true, or by suppression of what is false, I would, not only in justice to myself, but to the others I have alluded to, request the public to suspend their judgment until these persons who now complain of the way in which their testimony has been shaded have had an opportunity of correcting their evidence, and those against whom charges have been brought have had an opportunity of refuting them. <box>146 324 275 513</box>
paragraph: Rev. J. Hill said there was no charge made. <box>695 35 824 56</box>
paragraph: At the Champion Intercolonial Ploughing Match there were 45 ploughs, and the single furrow was won by Enis, of Victoria. <box>10 884 138 928</box>
paragraph: Mr Sims said he did not know whether they would be justified in receiving this statement. Miss Milgrove ought to have been authorised by the committee to have made a statement before a justice of the peace before they could receive it. It had not been held out that Miss Milgrove would have been present to make a statement, and of course it was supposed that Mr Tyler would be present to ask her any question. Mr Hill said he had reasons to believe that he would get her there for that purpose. <box>146 1229 275 1407</box>
divider <box>36 2312 111 2313</box>
paragraph: The Chairman said he thought the statement (which he held in his hand) should not be read. It would be followed by another statement, and the result would be certainly not to advance the business. He hoped that this was to be the last meeting on the subject. He thought that such a spirit and feeling had been excited which, in his opinion, made it certain that they would not bring out the truth in that form which would be satisfactory to the public. He thought therefore the better course would be to ask the Government itself to institute an impartial inquiry into the matter. <box>421 935 549 1135</box>
paragraph: Mr Tyler said the statements made in the discussion had been such that it would injure him now if the statement were not read, as it would appear that there was something in the statement calculated to affect him, and he did not wish to be put in that position. His only object had been to show how it had been prepared — how it had been got up. If read, it could only be used for what it was worth. <box>421 765 549 908</box>
paragraph: Nook-or-Nothing. — A small parcel of gold, weighing 19 dwt 14gr after melting, was lodged in the Bank of New Zealand yesterday, as the result of a crushing by the above claim. We are not aware how much stuff has been crushed, but the yield is very satisfactory, and it is hoped they will be able to continue sending in stone as good. <box>832 689 961 811</box>
paragraph: The Republic of Guatemala saluted the British flag, and paid the indemnity of £20,000 for the outrage on Vice-Consul Magee. <box>10 289 138 333</box>
australian-telegrams-source: (Per Anglo-Australian Telegraph Press Agency.) <box>19 492 128 513</box>
paragraph: Some discussion then took place as to whether it should be put that Mr Hill had withdrawn his 'statement' or withdrawn his charge. <box>695 277 824 332</box>
correspondence-heading: CORRESPONDENCE. <box>832 1152 961 1166</box>
